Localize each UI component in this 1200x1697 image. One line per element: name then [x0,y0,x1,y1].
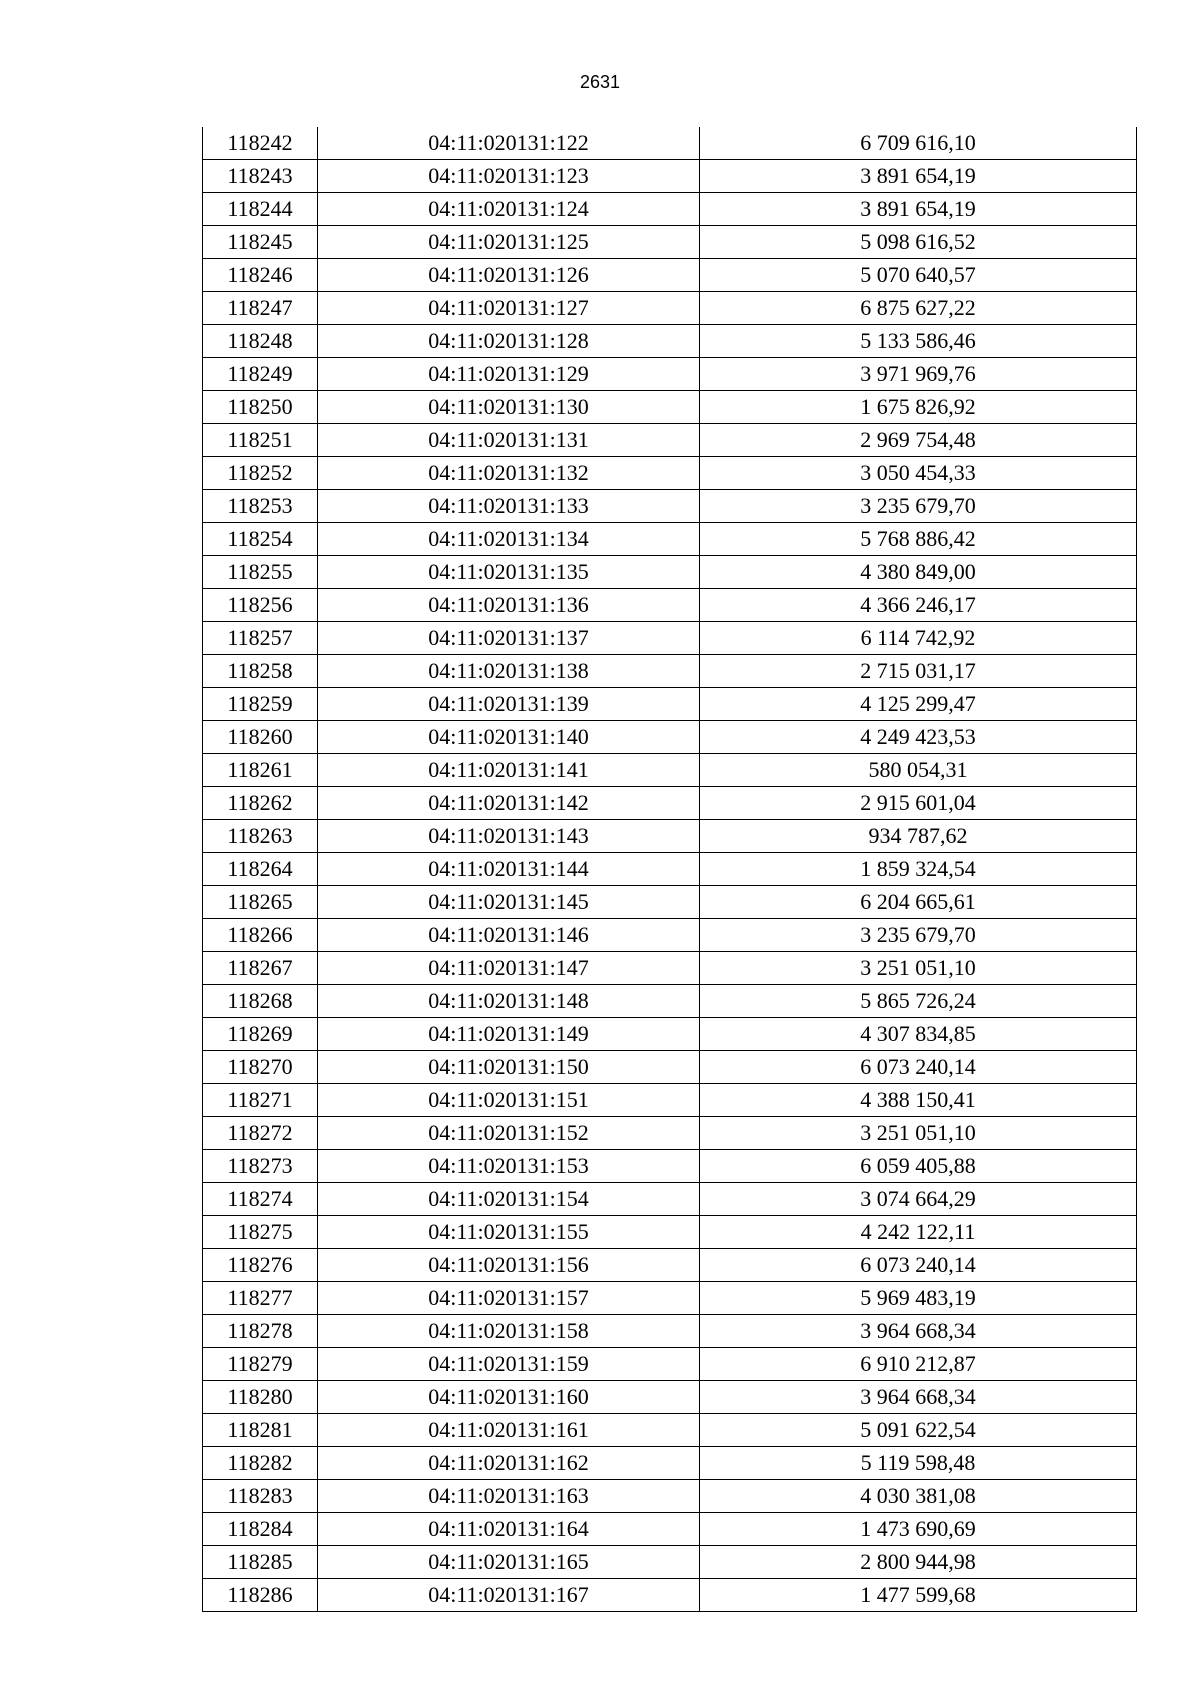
table-row [203,853,1137,886]
cadastral-value-cell: 2 800 944,98 [700,1546,1137,1579]
cadastral-value-cell: 6 073 240,14 [700,1051,1137,1084]
cadastral-number-cell: 04:11:020131:122 [318,127,700,160]
row-number-cell: 118276 [203,1249,318,1282]
row-number-cell: 118262 [203,787,318,820]
cadastral-value-cell: 1 859 324,54 [700,853,1137,886]
cadastral-value-cell: 934 787,62 [700,820,1137,853]
cadastral-number-cell: 04:11:020131:137 [318,622,700,655]
table-row [203,1546,1137,1579]
table-row [203,1480,1137,1513]
cadastral-number-cell: 04:11:020131:159 [318,1348,700,1381]
row-number-cell: 118253 [203,490,318,523]
cadastral-number-cell: 04:11:020131:132 [318,457,700,490]
cadastral-number-cell: 04:11:020131:156 [318,1249,700,1282]
cadastral-number-cell: 04:11:020131:136 [318,589,700,622]
table-row [203,1579,1137,1612]
row-number-cell: 118244 [203,193,318,226]
cadastral-number-cell: 04:11:020131:140 [318,721,700,754]
cadastral-value-cell: 4 380 849,00 [700,556,1137,589]
row-number-cell: 118285 [203,1546,318,1579]
table-row [203,1315,1137,1348]
row-number-cell: 118266 [203,919,318,952]
cadastral-number-cell: 04:11:020131:144 [318,853,700,886]
table-row [203,688,1137,721]
row-number-cell: 118258 [203,655,318,688]
table-row [203,1381,1137,1414]
row-number-cell: 118260 [203,721,318,754]
row-number-cell: 118245 [203,226,318,259]
cadastral-value-cell: 6 709 616,10 [700,127,1137,160]
cadastral-value-cell: 4 242 122,11 [700,1216,1137,1249]
table-row [203,193,1137,226]
cadastral-number-cell: 04:11:020131:141 [318,754,700,787]
row-number-cell: 118281 [203,1414,318,1447]
cadastral-number-cell: 04:11:020131:165 [318,1546,700,1579]
table-row [203,1414,1137,1447]
cadastral-value-cell: 2 915 601,04 [700,787,1137,820]
table-row [203,622,1137,655]
table-row [203,226,1137,259]
row-number-cell: 118268 [203,985,318,1018]
table-row [203,1348,1137,1381]
cadastral-value-cell: 4 307 834,85 [700,1018,1137,1051]
table-row [203,1183,1137,1216]
table-row [203,589,1137,622]
cadastral-number-cell: 04:11:020131:123 [318,160,700,193]
cadastral-value-cell: 6 910 212,87 [700,1348,1137,1381]
cadastral-number-cell: 04:11:020131:164 [318,1513,700,1546]
cadastral-number-cell: 04:11:020131:127 [318,292,700,325]
cadastral-value-cell: 580 054,31 [700,754,1137,787]
cadastral-value-cell: 5 070 640,57 [700,259,1137,292]
table-row [203,1216,1137,1249]
row-number-cell: 118277 [203,1282,318,1315]
cadastral-value-cell: 1 473 690,69 [700,1513,1137,1546]
table-row [203,127,1137,160]
table-row [203,787,1137,820]
table-row [203,1282,1137,1315]
row-number-cell: 118265 [203,886,318,919]
row-number-cell: 118284 [203,1513,318,1546]
cadastral-value-cell: 1 477 599,68 [700,1579,1137,1612]
cadastral-number-cell: 04:11:020131:161 [318,1414,700,1447]
cadastral-number-cell: 04:11:020131:128 [318,325,700,358]
cadastral-value-cell: 3 251 051,10 [700,1117,1137,1150]
table-row [203,259,1137,292]
row-number-cell: 118242 [203,127,318,160]
cadastral-number-cell: 04:11:020131:157 [318,1282,700,1315]
cadastral-value-table [202,127,1137,1612]
cadastral-number-cell: 04:11:020131:147 [318,952,700,985]
table-row [203,1150,1137,1183]
cadastral-value-cell: 5 969 483,19 [700,1282,1137,1315]
cadastral-value-cell: 3 235 679,70 [700,919,1137,952]
cadastral-value-cell: 3 235 679,70 [700,490,1137,523]
table-row [203,556,1137,589]
cadastral-value-cell: 3 074 664,29 [700,1183,1137,1216]
row-number-cell: 118286 [203,1579,318,1612]
cadastral-number-cell: 04:11:020131:130 [318,391,700,424]
cadastral-number-cell: 04:11:020131:160 [318,1381,700,1414]
row-number-cell: 118254 [203,523,318,556]
table-row [203,721,1137,754]
cadastral-number-cell: 04:11:020131:134 [318,523,700,556]
row-number-cell: 118257 [203,622,318,655]
row-number-cell: 118243 [203,160,318,193]
cadastral-value-cell: 3 891 654,19 [700,193,1137,226]
cadastral-number-cell: 04:11:020131:126 [318,259,700,292]
cadastral-value-cell: 5 119 598,48 [700,1447,1137,1480]
cadastral-value-cell: 3 964 668,34 [700,1315,1137,1348]
table-row [203,523,1137,556]
row-number-cell: 118264 [203,853,318,886]
table-row [203,1084,1137,1117]
cadastral-number-cell: 04:11:020131:162 [318,1447,700,1480]
table-row [203,358,1137,391]
cadastral-number-cell: 04:11:020131:149 [318,1018,700,1051]
table-row [203,160,1137,193]
row-number-cell: 118280 [203,1381,318,1414]
cadastral-number-cell: 04:11:020131:153 [318,1150,700,1183]
table-row [203,886,1137,919]
row-number-cell: 118252 [203,457,318,490]
row-number-cell: 118271 [203,1084,318,1117]
table-row [203,1051,1137,1084]
cadastral-number-cell: 04:11:020131:125 [318,226,700,259]
row-number-cell: 118273 [203,1150,318,1183]
cadastral-value-cell: 3 050 454,33 [700,457,1137,490]
table-row [203,424,1137,457]
cadastral-value-cell: 4 249 423,53 [700,721,1137,754]
cadastral-value-cell: 6 059 405,88 [700,1150,1137,1183]
cadastral-number-cell: 04:11:020131:163 [318,1480,700,1513]
row-number-cell: 118256 [203,589,318,622]
cadastral-value-cell: 2 969 754,48 [700,424,1137,457]
row-number-cell: 118263 [203,820,318,853]
table-row [203,754,1137,787]
table-row [203,1249,1137,1282]
cadastral-value-cell: 5 768 886,42 [700,523,1137,556]
cadastral-number-cell: 04:11:020131:139 [318,688,700,721]
row-number-cell: 118270 [203,1051,318,1084]
cadastral-number-cell: 04:11:020131:138 [318,655,700,688]
row-number-cell: 118247 [203,292,318,325]
cadastral-value-cell: 3 891 654,19 [700,160,1137,193]
cadastral-value-cell: 5 098 616,52 [700,226,1137,259]
table-row [203,457,1137,490]
cadastral-value-cell: 4 388 150,41 [700,1084,1137,1117]
cadastral-number-cell: 04:11:020131:131 [318,424,700,457]
row-number-cell: 118259 [203,688,318,721]
cadastral-value-cell: 6 073 240,14 [700,1249,1137,1282]
cadastral-value-cell: 2 715 031,17 [700,655,1137,688]
cadastral-number-cell: 04:11:020131:146 [318,919,700,952]
cadastral-number-cell: 04:11:020131:143 [318,820,700,853]
row-number-cell: 118278 [203,1315,318,1348]
page-number: 2631 [579,72,621,92]
cadastral-value-cell: 5 133 586,46 [700,325,1137,358]
cadastral-number-cell: 04:11:020131:148 [318,985,700,1018]
cadastral-number-cell: 04:11:020131:167 [318,1579,700,1612]
table-row [203,490,1137,523]
cadastral-value-cell: 3 971 969,76 [700,358,1137,391]
cadastral-number-cell: 04:11:020131:154 [318,1183,700,1216]
cadastral-number-cell: 04:11:020131:129 [318,358,700,391]
row-number-cell: 118275 [203,1216,318,1249]
table-row [203,292,1137,325]
table-row [203,1117,1137,1150]
row-number-cell: 118255 [203,556,318,589]
cadastral-value-cell: 6 114 742,92 [700,622,1137,655]
table-row [203,919,1137,952]
cadastral-number-cell: 04:11:020131:152 [318,1117,700,1150]
cadastral-value-cell: 4 030 381,08 [700,1480,1137,1513]
cadastral-value-cell: 5 865 726,24 [700,985,1137,1018]
cadastral-value-cell: 3 964 668,34 [700,1381,1137,1414]
row-number-cell: 118261 [203,754,318,787]
table-row [203,391,1137,424]
cadastral-value-cell: 6 204 665,61 [700,886,1137,919]
cadastral-number-cell: 04:11:020131:142 [318,787,700,820]
table-row [203,1513,1137,1546]
table-row [203,325,1137,358]
row-number-cell: 118272 [203,1117,318,1150]
cadastral-number-cell: 04:11:020131:158 [318,1315,700,1348]
table-row [203,1447,1137,1480]
cadastral-number-cell: 04:11:020131:155 [318,1216,700,1249]
table-row [203,655,1137,688]
cadastral-value-cell: 4 366 246,17 [700,589,1137,622]
row-number-cell: 118267 [203,952,318,985]
cadastral-number-cell: 04:11:020131:135 [318,556,700,589]
cadastral-value-cell: 1 675 826,92 [700,391,1137,424]
row-number-cell: 118249 [203,358,318,391]
table-row [203,952,1137,985]
table-row [203,820,1137,853]
row-number-cell: 118283 [203,1480,318,1513]
row-number-cell: 118274 [203,1183,318,1216]
row-number-cell: 118250 [203,391,318,424]
cadastral-value-cell: 3 251 051,10 [700,952,1137,985]
row-number-cell: 118269 [203,1018,318,1051]
row-number-cell: 118282 [203,1447,318,1480]
cadastral-number-cell: 04:11:020131:150 [318,1051,700,1084]
cadastral-value-cell: 4 125 299,47 [700,688,1137,721]
table-body [203,127,1137,1612]
cadastral-number-cell: 04:11:020131:124 [318,193,700,226]
table-row [203,985,1137,1018]
cadastral-number-cell: 04:11:020131:145 [318,886,700,919]
cadastral-value-cell: 6 875 627,22 [700,292,1137,325]
row-number-cell: 118246 [203,259,318,292]
cadastral-value-cell: 5 091 622,54 [700,1414,1137,1447]
row-number-cell: 118279 [203,1348,318,1381]
cadastral-number-cell: 04:11:020131:133 [318,490,700,523]
table-row [203,1018,1137,1051]
row-number-cell: 118251 [203,424,318,457]
row-number-cell: 118248 [203,325,318,358]
cadastral-number-cell: 04:11:020131:151 [318,1084,700,1117]
